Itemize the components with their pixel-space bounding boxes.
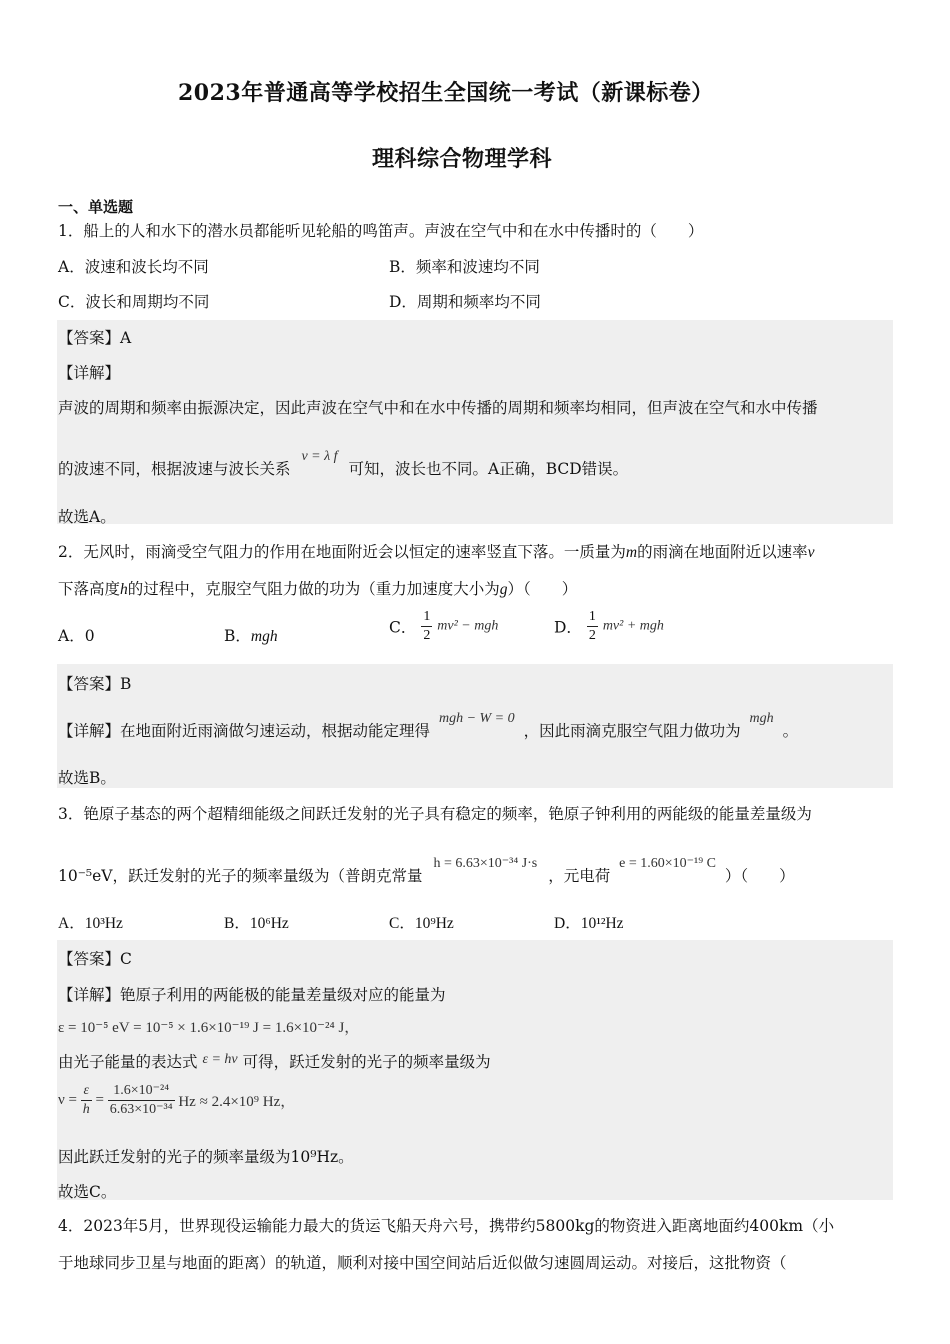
q2-option-d: D． $\frac{1}{2}$ mv² + mgh bbox=[554, 609, 664, 643]
q2-option-a: A．0 bbox=[58, 627, 95, 645]
elementary-charge: e = 1.60×10⁻¹⁹ C bbox=[619, 856, 716, 871]
q1-answer: 【答案】A bbox=[58, 329, 132, 347]
q1-option-d: D．周期和频率均不同 bbox=[389, 293, 541, 311]
q3-option-b: B．10⁶Hz bbox=[224, 915, 289, 932]
q1-detail-line2: 的波速不同，根据波速与波长关系 v = λ f 可知，波长也不同。A正确，BCD错误。 bbox=[58, 449, 629, 478]
q3-answer: 【答案】C bbox=[58, 950, 132, 968]
q2-conclusion: 故选B。 bbox=[58, 769, 116, 787]
page-subtitle: 理科综合物理学科 bbox=[372, 146, 553, 172]
q1-stem: 1．船上的人和水下的潜水员都能听见轮船的鸣笛声。声波在空气中和在水中传播时的（ ） bbox=[58, 222, 704, 240]
q3-conclusion-line: 因此跃迁发射的光子的频率量级为10⁹Hz。 bbox=[58, 1148, 354, 1166]
q1-detail-label: 【详解】 bbox=[58, 364, 121, 382]
wave-formula: v = λ f bbox=[301, 449, 338, 464]
q3-option-d: D．10¹²Hz bbox=[554, 915, 624, 932]
q2-option-b: B．mgh bbox=[224, 627, 278, 645]
q1-option-b: B．频率和波速均不同 bbox=[389, 258, 540, 276]
q3-option-c: C．10⁹Hz bbox=[389, 915, 454, 932]
q1-detail-line1: 声波的周期和频率由振源决定，因此声波在空气中和在水中传播的周期和频率均相同，但声波在空气和水中传播 bbox=[58, 399, 818, 417]
work-formula: mgh bbox=[749, 711, 774, 726]
q2-answer: 【答案】B bbox=[58, 675, 132, 693]
section-heading: 一、单选题 bbox=[58, 198, 134, 216]
q3-stem-line1: 3．铯原子基态的两个超精细能级之间跃迁发射的光子具有稳定的频率，铯原子钟利用的两能级的能量差量级为 bbox=[58, 805, 812, 823]
q3-energy-equation: ε = 10⁻⁵ eV = 10⁻⁵ × 1.6×10⁻¹⁹ J = 1.6×10⁻²⁴ J， bbox=[58, 1020, 360, 1036]
q3-detail-intro: 【详解】铯原子利用的两能极的能量差量级对应的能量为 bbox=[58, 986, 446, 1004]
q4-stem-line2: 于地球同步卫星与地面的距离）的轨道，顺利对接中国空间站后近似做匀速圆周运动。对接后，这批物资（ bbox=[58, 1254, 787, 1272]
q4-stem-line1: 4．2023年5月，世界现役运输能力最大的货运飞船天舟六号，携带约5800kg的物资进入距离地面约400km（小 bbox=[58, 1217, 835, 1235]
q3-frequency-equation: ν = $\frac{\varepsilon}{h}$ = $\frac{\text{1.6×10⁻²⁴}}{\text{6.63×10⁻³⁴}}$ Hz ≈ 2.4×10⁹ Hz， bbox=[58, 1083, 296, 1117]
q3-option-a: A．10³Hz bbox=[58, 915, 123, 932]
q1-option-c: C．波长和周期均不同 bbox=[58, 293, 210, 311]
q2-stem-line1: 2．无风时，雨滴受空气阻力的作用在地面附近会以恒定的速率竖直下落。一质量为m的雨滴在地面附近以速率v bbox=[58, 543, 815, 561]
photon-energy-formula: ε = hν bbox=[202, 1052, 238, 1067]
q1-conclusion: 故选A。 bbox=[58, 508, 116, 526]
q3-stem-line2: 10⁻⁵eV，跃迁发射的光子的频率量级为（普朗克常量 h = 6.63×10⁻³⁴ J·s ，元电荷 e = 1.60×10⁻¹⁹ C ）（ ） bbox=[58, 856, 795, 885]
page-title: 2023年普通高等学校招生全国统一考试（新课标卷） bbox=[178, 80, 714, 106]
q2-detail: 【详解】在地面附近雨滴做匀速运动，根据动能定理得 mgh − W = 0 ，因此雨滴克服空气阻力做功为 mgh 。 bbox=[58, 711, 799, 740]
q3-conclusion: 故选C。 bbox=[58, 1183, 117, 1201]
work-energy-formula: mgh − W = 0 bbox=[438, 711, 515, 726]
q3-photon-line: 由光子能量的表达式 ε = hν 可得，跃迁发射的光子的频率量级为 bbox=[58, 1052, 491, 1071]
q2-stem-line2: 下落高度h的过程中，克服空气阻力做的功为（重力加速度大小为g）（ ） bbox=[58, 580, 578, 598]
q1-answer-box bbox=[57, 320, 893, 524]
q1-option-a: A．波速和波长均不同 bbox=[58, 258, 209, 276]
q2-option-c: C． $\frac{1}{2}$ mv² − mgh bbox=[389, 609, 499, 643]
planck-constant: h = 6.63×10⁻³⁴ J·s bbox=[433, 856, 538, 871]
